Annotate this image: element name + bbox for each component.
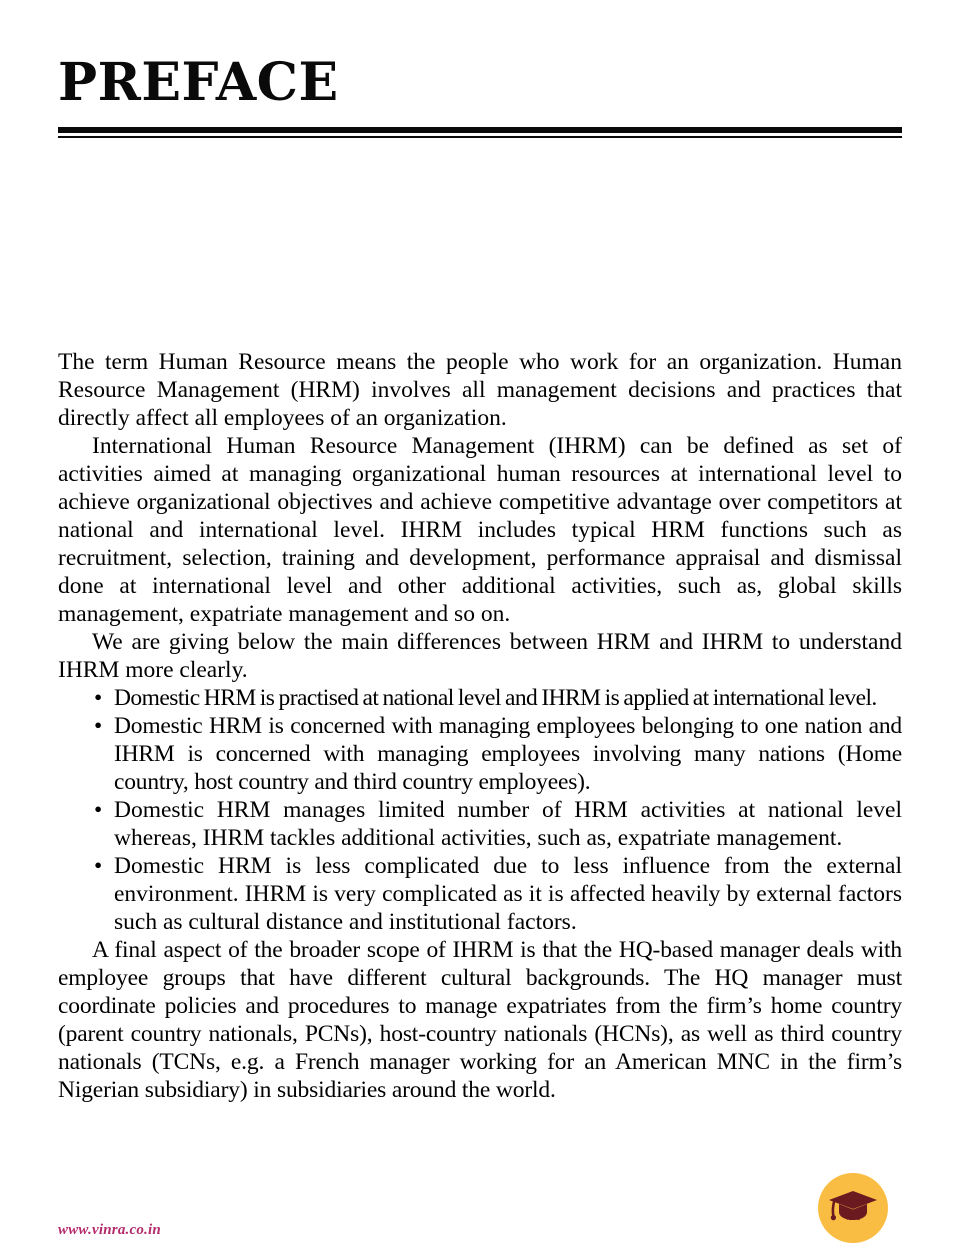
list-item-text: Domestic HRM is less complicated due to less influence from the external environment. IHRM is very complicated as it is affected heavily by external factors such as cultural distance and institutional factors. — [114, 853, 902, 935]
logo-caption: vinra — [845, 1214, 861, 1222]
graduation-cap-icon — [827, 1187, 879, 1229]
divider-rule-thin — [58, 136, 902, 138]
list-item — [80, 684, 902, 712]
page-title: PREFACE — [58, 52, 339, 113]
list-item-text: Domestic HRM is practised at national level and IHRM is applied at international level. — [114, 685, 877, 711]
list-item-text: Domestic HRM is concerned with managing employees belonging to one nation and IHRM is concerned with managing employees involving many nations (Home country, host country and third country employees). — [114, 713, 902, 795]
footer-website-url[interactable]: www.vinra.co.in — [58, 1222, 161, 1238]
paragraph-intro: The term Human Resource means the people who work for an organization. Human Resource Management (HRM) involves all management decisions and practices that directly affect all employees of an organization. — [58, 349, 902, 431]
list-item-text: Domestic HRM manages limited number of HRM activities at national level whereas, IHRM tackles additional activities, such as, expatriate management. — [114, 797, 902, 851]
bullet-icon: • — [94, 713, 103, 739]
list-item — [80, 712, 902, 796]
paragraph-ihrm-definition: International Human Resource Management (IHRM) can be defined as set of activities aimed at managing organizational human resources at international level to achieve organizational objectives and achieve competitive advantage over competitors at national and international level. IHRM includes typical HRM functions such as recruitment, selection, training and development, performance appraisal and dismissal done at international level and other additional activities, such as, global skills management, expatriate management and so on. — [58, 433, 902, 627]
paragraph-differences-lead-in: We are giving below the main differences between HRM and IHRM to understand IHRM more clearly. — [58, 629, 902, 683]
differences-list — [58, 684, 902, 936]
list-item — [80, 796, 902, 852]
bullet-icon: • — [94, 797, 103, 823]
title-divider — [58, 127, 902, 138]
body-text — [58, 348, 902, 1104]
title-block — [58, 52, 902, 114]
footer-logo — [818, 1173, 888, 1243]
paragraph-closing: A final aspect of the broader scope of IHRM is that the HQ-based manager deals with employee groups that have different cultural backgrounds. The HQ manager must coordinate policies and procedures to manage expatriates from the firm’s home country (parent country nationals, PCNs), host-country nationals (HCNs), as well as third country nationals (TCNs, e.g. a French manager working for an American MNC in the firm’s Nigerian subsidiary) in subsidiaries around the world. — [58, 937, 902, 1103]
bullet-icon: • — [94, 685, 102, 711]
list-item — [80, 852, 902, 936]
bullet-icon: • — [94, 853, 103, 879]
